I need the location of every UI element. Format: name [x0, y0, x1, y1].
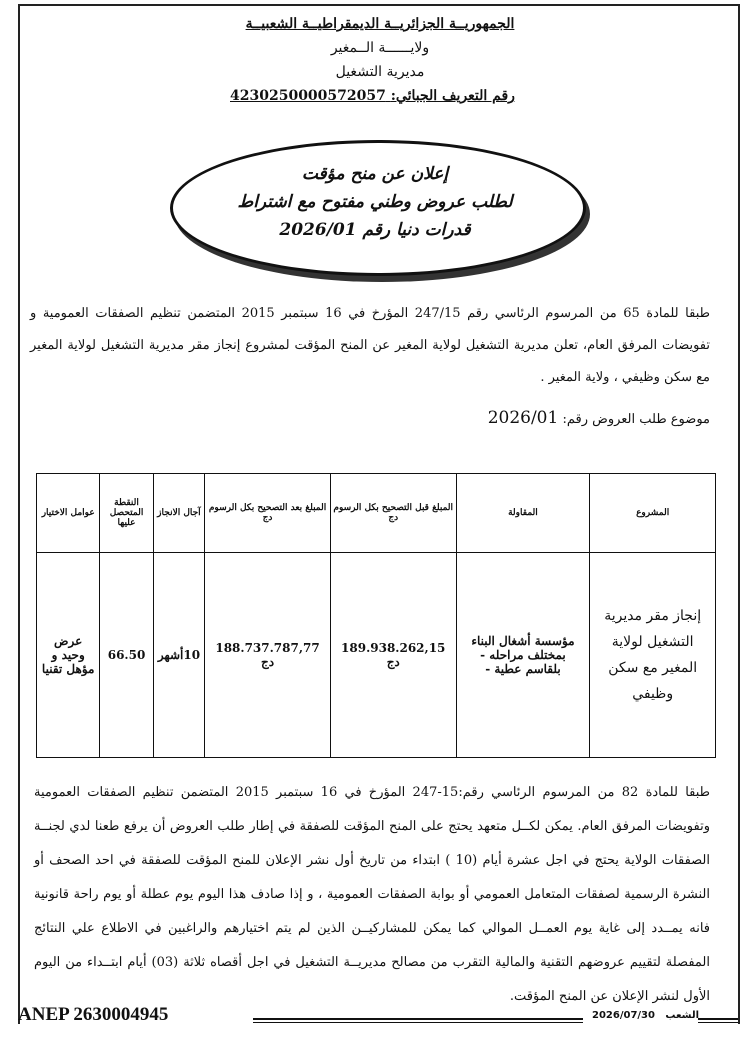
cell-score: 66.50: [100, 553, 153, 758]
reference-number: 2026/01: [487, 408, 559, 428]
header-contractor: المقاولة: [456, 474, 590, 553]
header-score: النقطة المتحصل عليها: [100, 474, 153, 553]
reference-label: موضوع طلب العروض رقم:: [562, 412, 710, 427]
cell-amount-after: 188.737.787,77 دج: [205, 553, 331, 758]
publication-date: 2026/07/30: [592, 1010, 655, 1021]
footer: [18, 1004, 740, 1034]
title-line-2: لطلب عروض وطني مفتوح مع اشتراط: [237, 192, 513, 212]
anep-reference: ANEP 2630004945: [18, 1004, 169, 1025]
fiscal-id-value: 4230250000572057: [230, 88, 386, 104]
header-amount-before: المبلغ قبل التصحيح بكل الرسوم دج: [330, 474, 456, 553]
award-table: [36, 473, 716, 758]
republic-line: الجمهوريــة الجزائريــة الديمقراطيــة الشعبيــة: [245, 16, 515, 32]
cell-project: إنجاز مقر مديرية التشغيل لولاية المغير مع سكن وظيفي: [590, 553, 716, 758]
wilaya-line: ولايــــــة الــمغير: [330, 40, 430, 56]
header-criteria: عوامل الاختيار: [37, 474, 100, 553]
directorate-line: مديرية التشغيل: [335, 64, 425, 80]
header-duration: آجال الانجاز: [153, 474, 205, 553]
newspaper-name: الشعب: [665, 1010, 700, 1021]
publication-info: [592, 1010, 699, 1021]
header-project: المشروع: [590, 474, 716, 553]
table-row: [37, 553, 716, 758]
footer-rule-end: [698, 1018, 738, 1023]
fiscal-id-line: [150, 84, 610, 108]
intro-paragraph: طبقا للمادة 65 من المرسوم الرئاسي رقم 247/15 المؤرخ في 16 سبتمبر 2015 المتضمن تنظيم الصفقات العمومية و تفويضات المرفق العام، تعلن مديرية التشغيل لولاية المغير عن المنح المؤقت لمشروع إنجاز مقر مديرية التشغيل لولاية المغير مع سكن وظيفي ، ولاية المغير .: [30, 306, 711, 385]
document-header: [150, 12, 610, 108]
fiscal-id-label: رقم التعريف الجبائي:: [390, 88, 515, 104]
cell-amount-before: 189.938.262,15 دج: [330, 553, 456, 758]
reference-line: [488, 408, 710, 428]
cell-contractor: مؤسسة أشغال البناء بمختلف مراحله - بلقاسم عطية -: [456, 553, 590, 758]
cell-criteria: عرض وحيد و مؤهل تقنيا: [37, 553, 100, 758]
closing-paragraph: طبقا للمادة 82 من المرسوم الرئاسي رقم:15-247 المؤرخ في 16 سبتمبر 2015 المتضمن تنظيم الصفقات العمومية وتفويضات المرفق العام. يمكن لكــل متعهد يحتج على المنح المؤقت للصفقة في إطار طلب العروض أن يرفع طعنا لدي لجنــة الصفقات الولاية يحتج في اجل عشرة أيام (10 ) ابتداء من تاريخ أول نشر الإعلان للمنح المؤقت للصفقة في احد الصحف أو النشرة الرسمية لصفقات المتعامل العمومي أو بوابة الصفقات العمومية ، و إذا صادف هذا اليوم يوم عطلة أو يوم راحة قانونية فانه يمــدد إلى غاية يوم العمــل الموالي كما يمكن للمشاركيــن الذين لم يتم اختيارهم والراغبين في الاطلاع علي النتائج المفصلة لتقييم عروضهم التقنية والمالية التقرب من مصالح مديريــة التشغيل في اجل أقصاه ثلاثة (03) أيام ابتــداء من اليوم الأول لنشر الإعلان عن المنح المؤقت.: [34, 785, 710, 1004]
announcement-title: [170, 160, 580, 244]
title-line-1: إعلان عن منح مؤقت: [301, 164, 449, 184]
footer-rule: [253, 1018, 583, 1023]
table-header-row: [37, 474, 716, 553]
cell-duration: 10أشهر: [153, 553, 205, 758]
title-line-3: قدرات دنيا رقم 2026/01: [279, 220, 471, 240]
header-amount-after: المبلغ بعد التصحيح بكل الرسوم دج: [205, 474, 331, 553]
